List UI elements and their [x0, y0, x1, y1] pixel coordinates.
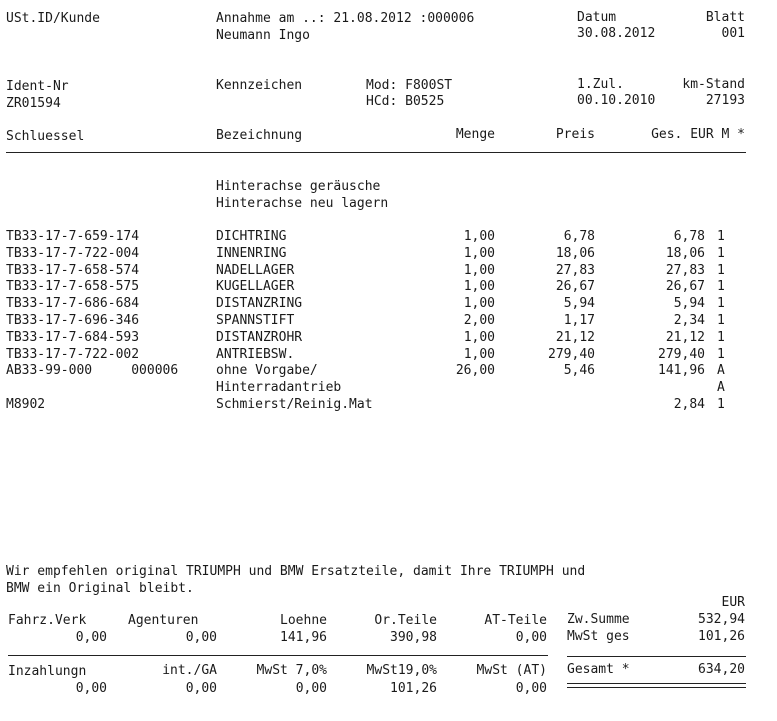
item-ges: 279,40 [658, 347, 705, 362]
zul-label: 1.Zul. [577, 77, 624, 92]
item-name: NADELLAGER [216, 263, 295, 278]
mwstat-label: MwSt (AT) [476, 663, 547, 678]
item-ges: 2,84 [673, 397, 705, 412]
ident-label: Ident-Nr [6, 79, 69, 94]
orteile-value: 390,98 [390, 630, 437, 645]
item-marker: 1 [717, 246, 725, 261]
hcd-label: HCd: B0525 [366, 94, 445, 109]
intga-label: int./GA [162, 663, 217, 678]
blatt-label: Blatt [705, 10, 745, 25]
item-ges: 6,78 [673, 229, 705, 244]
kennzeichen-label: Kennzeichen [216, 78, 303, 93]
item-menge: 26,00 [455, 363, 495, 378]
item-name: DISTANZROHR [216, 330, 303, 345]
mwst7-value: 0,00 [295, 681, 327, 696]
item-marker: 1 [717, 296, 725, 311]
gesamt-double-rule-1 [567, 683, 746, 684]
item-key: M8902 [6, 397, 46, 412]
item-name: Schmierst/Reinig.Mat [216, 397, 373, 412]
header-divider [6, 152, 746, 153]
zwsumme-value: 532,94 [698, 612, 745, 627]
recommendation-line-2: BMW ein Original bleibt. [6, 581, 194, 596]
item-marker: 1 [717, 397, 725, 412]
fahrz-value: 0,00 [75, 630, 107, 645]
mwst-ges-label: MwSt ges [567, 629, 630, 644]
annahme-label: Annahme am ..: 21.08.2012 :000006 [216, 11, 475, 26]
item-key: TB33-17-7-722-002 [6, 347, 140, 362]
loehne-label: Loehne [280, 613, 327, 628]
intga-value: 0,00 [185, 681, 217, 696]
item-preis: 279,40 [548, 347, 595, 362]
item-name: Hinterradantrieb [216, 380, 342, 395]
col-menge: Menge [455, 127, 495, 142]
job-line-1: Hinterachse geräusche [216, 179, 381, 194]
inzahlung-label: Inzahlungn [8, 664, 87, 679]
gesamt-top-rule [567, 656, 746, 657]
item-key: TB33-17-7-722-004 [6, 246, 140, 261]
item-marker: 1 [717, 313, 725, 328]
item-key: TB33-17-7-696-346 [6, 313, 140, 328]
item-preis: 5,46 [563, 363, 595, 378]
item-preis: 18,06 [555, 246, 595, 261]
item-key: TB33-17-7-658-575 [6, 279, 140, 294]
orteile-label: Or.Teile [374, 613, 437, 628]
zul-value: 00.10.2010 [577, 93, 656, 108]
mwst19-label: MwSt19,0% [366, 663, 437, 678]
item-ges: 27,83 [665, 263, 705, 278]
gesamt-double-rule-2 [567, 687, 746, 688]
item-marker: A [717, 363, 725, 378]
item-name: INNENRING [216, 246, 287, 261]
item-preis: 5,94 [563, 296, 595, 311]
item-key: TB33-17-7-686-684 [6, 296, 140, 311]
agenturen-value: 0,00 [185, 630, 217, 645]
item-menge: 1,00 [463, 263, 495, 278]
mwst19-value: 101,26 [390, 681, 437, 696]
item-preis: 27,83 [555, 263, 595, 278]
item-ges: 5,94 [673, 296, 705, 311]
atteile-value: 0,00 [515, 630, 547, 645]
gesamt-label: Gesamt * [567, 662, 630, 677]
item-preis: 6,78 [563, 229, 595, 244]
item-ges: 21,12 [665, 330, 705, 345]
item-key: TB33-17-7-658-574 [6, 263, 140, 278]
item-name: SPANNSTIFT [216, 313, 295, 328]
col-schluessel: Schluessel [6, 129, 85, 144]
mwst7-label: MwSt 7,0% [256, 663, 327, 678]
item-name: DICHTRING [216, 229, 287, 244]
item-menge: 1,00 [463, 246, 495, 261]
item-key: TB33-17-7-684-593 [6, 330, 140, 345]
item-name: KUGELLAGER [216, 279, 295, 294]
item-preis: 26,67 [555, 279, 595, 294]
item-marker: 1 [717, 279, 725, 294]
eur-label: EUR [721, 595, 745, 610]
ident-value: ZR01594 [6, 96, 61, 111]
item-menge: 1,00 [463, 279, 495, 294]
blatt-value: 001 [721, 26, 745, 41]
agenturen-label: Agenturen [128, 613, 199, 628]
ust-label: USt.ID/Kunde [6, 11, 100, 26]
item-marker: 1 [717, 330, 725, 345]
item-ges: 26,67 [665, 279, 705, 294]
inzahlung-value: 0,00 [75, 681, 107, 696]
mod-label: Mod: F800ST [366, 78, 453, 93]
mwstat-value: 0,00 [515, 681, 547, 696]
item-name: ANTRIEBSW. [216, 347, 295, 362]
customer-name: Neumann Ingo [216, 28, 310, 43]
gesamt-value: 634,20 [698, 662, 745, 677]
item-ges: 2,34 [673, 313, 705, 328]
km-label: km-Stand [682, 77, 745, 92]
item-menge: 2,00 [463, 313, 495, 328]
item-menge: 1,00 [463, 229, 495, 244]
item-marker: 1 [717, 347, 725, 362]
item-menge: 1,00 [463, 347, 495, 362]
col-ges-eur: Ges. EUR M * [651, 127, 745, 142]
zwsumme-label: Zw.Summe [567, 612, 630, 627]
item-key: AB33-99-000 000006 [6, 363, 179, 378]
item-name: DISTANZRING [216, 296, 303, 311]
atteile-label: AT-Teile [484, 613, 547, 628]
loehne-value: 141,96 [280, 630, 327, 645]
fahrz-label: Fahrz.Verk [8, 613, 87, 628]
col-bezeichnung: Bezeichnung [216, 128, 303, 143]
item-marker: 1 [717, 263, 725, 278]
datum-value: 30.08.2012 [577, 26, 656, 41]
datum-label: Datum [577, 10, 617, 25]
item-ges: 18,06 [665, 246, 705, 261]
item-preis: 21,12 [555, 330, 595, 345]
mwst-ges-value: 101,26 [698, 629, 745, 644]
item-preis: 1,17 [563, 313, 595, 328]
km-value: 27193 [705, 93, 745, 108]
item-key: TB33-17-7-659-174 [6, 229, 140, 244]
item-ges: 141,96 [658, 363, 705, 378]
item-marker: 1 [717, 229, 725, 244]
totals-divider [8, 655, 548, 656]
col-preis: Preis [555, 127, 595, 142]
item-menge: 1,00 [463, 296, 495, 311]
job-line-2: Hinterachse neu lagern [216, 196, 389, 211]
recommendation-line-1: Wir empfehlen original TRIUMPH und BMW Ersatzteile, damit Ihre TRIUMPH und [6, 564, 586, 579]
item-name: ohne Vorgabe/ [216, 363, 318, 378]
item-marker: A [717, 380, 725, 395]
item-menge: 1,00 [463, 330, 495, 345]
